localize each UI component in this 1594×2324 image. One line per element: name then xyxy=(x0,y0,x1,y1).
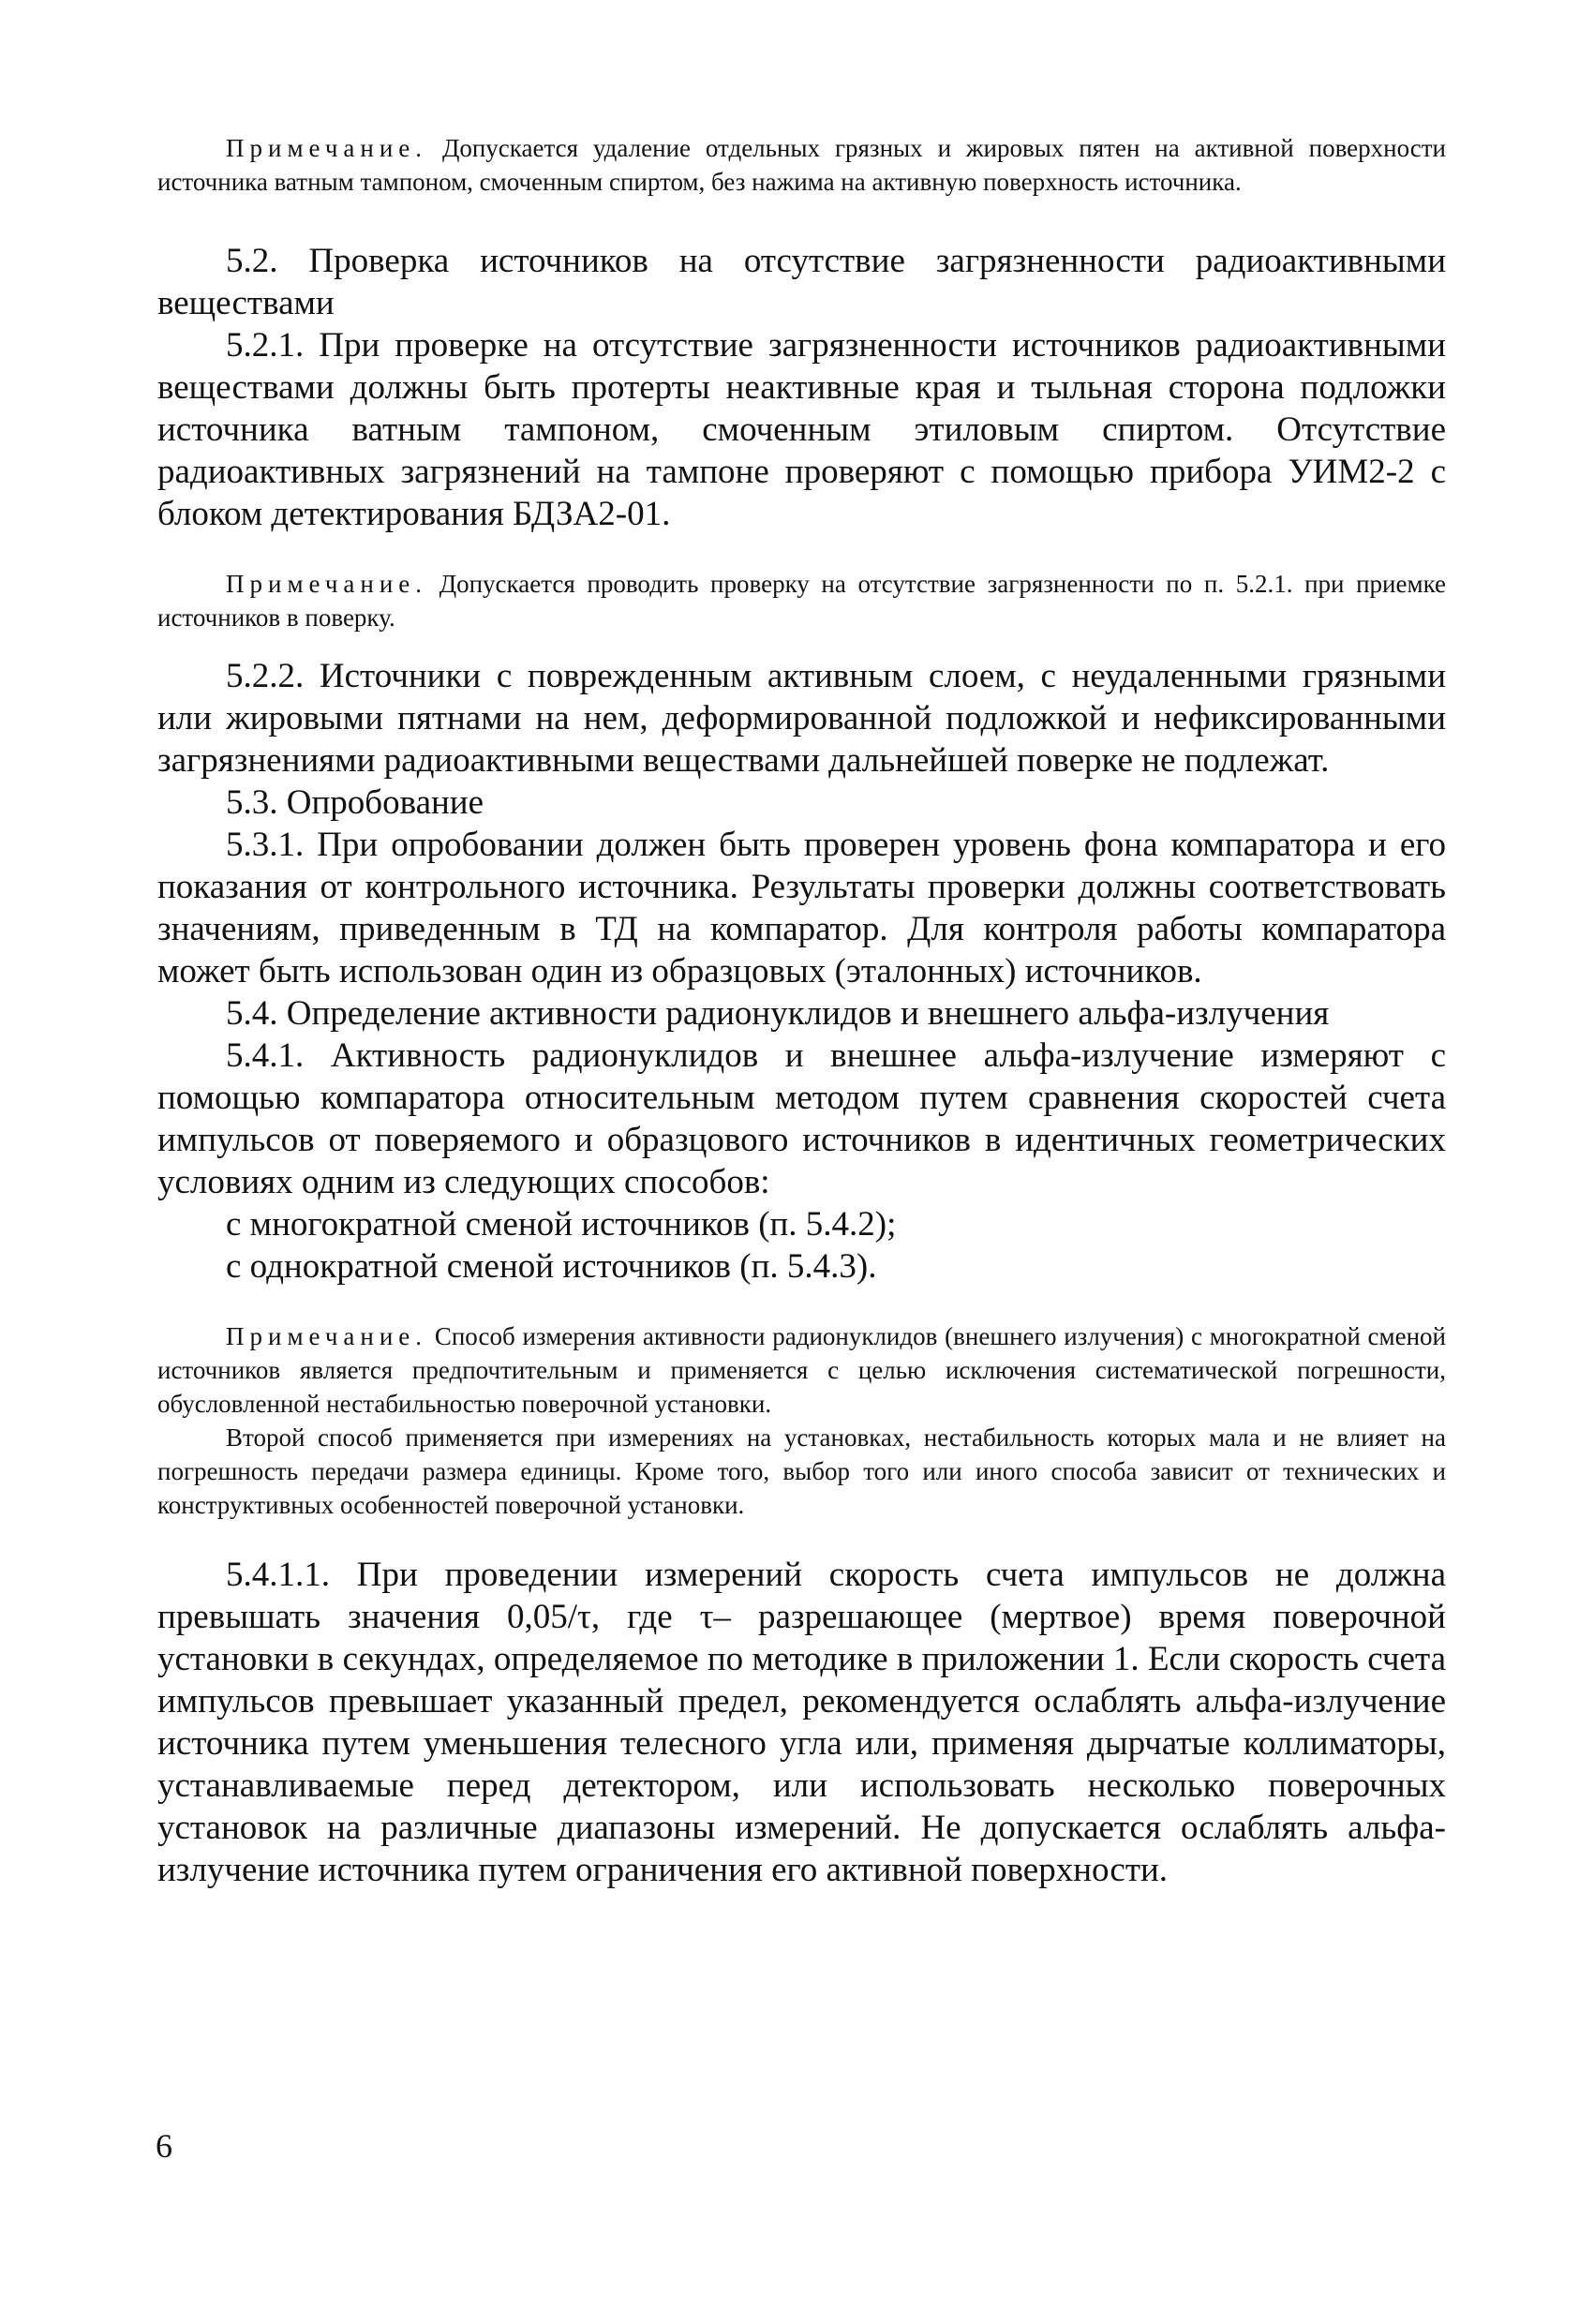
page-number: 6 xyxy=(156,2127,172,2165)
note-3 xyxy=(157,1319,1446,1421)
paragraph-5-3-1: 5.3.1. При опробовании должен быть проверен уровень фона компаратора и его показания от контрольного источника. Результаты проверки должны соответствовать значениям, приведенным в ТД на компаратор. Для контроля работы компаратора может быть использован один из образцовых (эталонных) источников. xyxy=(157,826,1446,991)
note-2 xyxy=(157,567,1446,634)
note-3-continuation: Второй способ применяется при измерениях на установках, нестабильность которых мала и не влияет на погрешность передачи размера единицы. Кроме того, выбор того или иного способа зависит от технических и конструктивных особенностей поверочной установки. xyxy=(157,1423,1446,1519)
note-label: Примечание. xyxy=(226,1322,428,1350)
note-3-text: Способ измерения активности радионуклидов (внешнего излучения) с многократной сменой источников является предпочтительным и применяется с целью исключения систематической погрешности, обусловленной нестабильностью поверочной установки. xyxy=(157,1322,1446,1418)
paragraph-5-4-1-1: 5.4.1.1. При проведении измерений скорость счета импульсов не должна превышать значения 0,05/τ, где τ– разрешающее (мертвое) время поверочной установки в секундах, определяемое по методике в приложении 1. Если скорость счета импульсов превышает указанный предел, рекомендуется ослаблять альфа-излучение источника путем уменьшения телесного угла или, применяя дырчатые коллиматоры, устанавливаемые перед детектором, или использовать несколько поверочных установок на различные диапазоны измерений. Не допускается ослаблять альфа-излучение источника путем ограничения его активной поверхности. xyxy=(157,1556,1446,1889)
paragraph-5-2-2: 5.2.2. Источники с поврежденным активным слоем, с неудаленными грязными или жировыми пятнами на нем, деформированной подложкой и нефиксированными загрязнениями радиоактивными веществами дальнейшей поверке не подлежат. xyxy=(157,657,1446,780)
note-1 xyxy=(157,131,1446,199)
document-page xyxy=(157,131,1446,1891)
section-5-4-heading: 5.4. Определение активности радионуклидов и внешнего альфа-излучения xyxy=(226,994,1330,1033)
list-item-1: с многократной сменой источников (п. 5.4.2); xyxy=(226,1205,897,1244)
note-1-text: Допускается удаление отдельных грязных и жировых пятен на активной поверхности источника ватным тампоном, смоченным спиртом, без нажима на активную поверхность источника. xyxy=(157,134,1446,196)
note-label: Примечание. xyxy=(226,134,428,162)
paragraph-5-4-1: 5.4.1. Активность радионуклидов и внешнее альфа-излучение измеряют с помощью компаратора относительным методом путем сравнения скоростей счета импульсов от поверяемого и образцового источников в идентичных геометрических условиях одним из следующих способов: xyxy=(157,1036,1446,1201)
note-label: Примечание. xyxy=(226,570,428,598)
note-2-text: Допускается проводить проверку на отсутствие загрязненности по п. 5.2.1. при приемке источников в поверку. xyxy=(157,570,1446,632)
paragraph-5-2-1: 5.2.1. При проверке на отсутствие загрязненности источников радиоактивными веществами должны быть протерты неактивные края и тыльная сторона подложки источника ватным тампоном, смоченным этиловым спиртом. Отсутствие радиоактивных загрязнений на тампоне проверяют с помощью прибора УИМ2-2 с блоком детектирования БДЗА2-01. xyxy=(157,326,1446,533)
section-5-2-heading: 5.2. Проверка источников на отсутствие загрязненности радиоактивными веществами xyxy=(157,242,1446,322)
section-5-3-heading: 5.3. Опробование xyxy=(226,783,484,822)
list-item-2: с однократной сменой источников (п. 5.4.3). xyxy=(226,1247,877,1286)
